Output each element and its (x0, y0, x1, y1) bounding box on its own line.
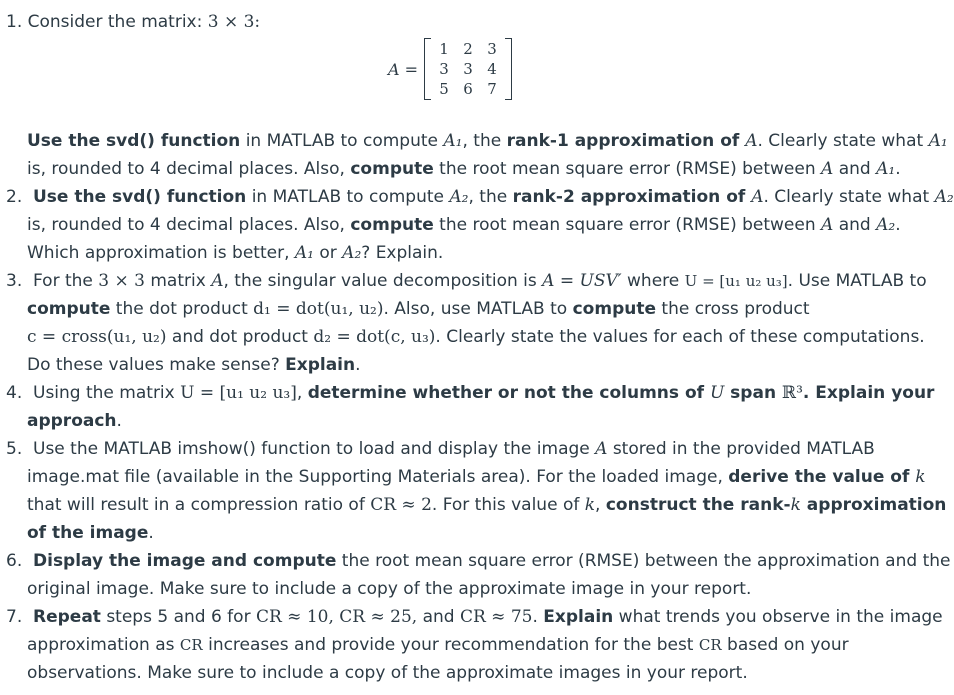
q3-math: 3 × 3 (98, 271, 145, 291)
question-line (0, 267, 927, 295)
q3-math: c = cross(u₁, u₂) (27, 327, 167, 347)
q7-bold: Explain (543, 607, 614, 627)
matrix-cell: 4 (487, 60, 497, 78)
matrix-cell: 1 (439, 40, 449, 58)
question-2 (0, 183, 954, 267)
q5-text: . For this value of (431, 495, 585, 515)
question-line (0, 435, 900, 463)
question-line (0, 631, 900, 659)
question-line (0, 351, 900, 379)
q5-text: image.mat file (available in the Supporting Materials area). For the loaded image, (27, 467, 729, 487)
symbol-a1: A₁ (294, 243, 314, 263)
symbol-a: A (595, 439, 608, 459)
q4-text: Using the matrix (33, 383, 181, 403)
symbol-a1: A₁ (443, 131, 463, 151)
question-line (0, 491, 947, 519)
intro-dims: 3 × 3: (207, 12, 261, 32)
q2-text: Which approximation is better, (27, 243, 295, 263)
q3-text: . Clearly state the values for each of these computations. (435, 327, 925, 347)
q3-text: matrix (144, 271, 212, 291)
q2-text: , the (468, 187, 513, 207)
question-6 (0, 547, 951, 603)
question-number: 3. (6, 271, 23, 291)
q2-text: and (833, 215, 877, 235)
q3-math: d₂ = dot(c, u₃) (313, 327, 436, 347)
question-line (0, 407, 900, 435)
q7-math: CR ≈ 75 (459, 607, 533, 627)
q2-text: . (895, 215, 901, 235)
q3-bold: compute (572, 299, 656, 319)
intro-line (6, 8, 260, 36)
q5-bold: construct the rank- (605, 495, 791, 515)
q2-bold: rank-2 approximation of (512, 187, 752, 207)
q7-text: observations. Make sure to include a copy of the approximate images in your report. (27, 663, 748, 683)
q4-bold: determine whether or not the columns of (307, 383, 710, 403)
intro-text: 1. Consider the matrix: (6, 12, 203, 32)
symbol-a2: A₂ (342, 243, 362, 263)
question-line (0, 295, 900, 323)
q4-bold: span (724, 383, 782, 403)
matrix-label: A = (388, 59, 419, 79)
symbol-a2: A₂ (449, 187, 469, 207)
q1-text: , the (462, 131, 507, 151)
q1-text: the root mean square error (RMSE) between (433, 159, 822, 179)
question-line (0, 155, 900, 183)
q2-text: the root mean square error (RMSE) between (433, 215, 822, 235)
question-3 (0, 267, 927, 379)
symbol-k: k (584, 495, 596, 515)
symbol-k: k (790, 495, 801, 515)
symbol-a1: A₁ (928, 131, 948, 151)
q5-text: that will result in a compression ratio of (27, 495, 371, 515)
question-5 (0, 435, 947, 547)
symbol-a2: A₂ (876, 215, 896, 235)
q1-bold: compute (350, 159, 434, 179)
q3-text: Do these values make sense? (27, 355, 286, 375)
q2-bold: Use the svd() function (33, 187, 247, 207)
symbol-a2: A₂ (934, 187, 954, 207)
q5-text: . (148, 523, 154, 543)
q5-bold: approximation (800, 495, 947, 515)
matrix-cell: 5 (439, 80, 449, 98)
question-line (0, 127, 948, 155)
q6-bold: Display the image and compute (33, 551, 337, 571)
question-line (0, 183, 954, 211)
q3-text: and dot product (166, 327, 314, 347)
symbol-cr: CR (179, 636, 203, 654)
matrix-cell: 3 (463, 60, 473, 78)
q3-math: d₁ = dot(u₁, u₂) (253, 299, 384, 319)
symbol-u: U (709, 383, 725, 403)
q3-text: . (355, 355, 361, 375)
q7-text: increases and provide your recommendation for the best (202, 635, 699, 655)
q3-text: . Also, use MATLAB to (383, 299, 573, 319)
symbol-a: A (745, 131, 758, 151)
q5-math: CR ≈ 2 (370, 495, 432, 515)
question-line (0, 379, 935, 407)
q1-text: in MATLAB to compute (240, 131, 444, 151)
q3-text: For the (33, 271, 99, 291)
q3-text: the cross product (656, 299, 810, 319)
q7-text: what trends you observe in the image (613, 607, 943, 627)
matrix-cell: 7 (487, 80, 497, 98)
q2-text: in MATLAB to compute (246, 187, 450, 207)
q1-text: . (895, 159, 901, 179)
question-line (0, 519, 900, 547)
q1-text: . Clearly state what (757, 131, 929, 151)
matrix-right-bracket (505, 38, 512, 100)
question-4 (0, 379, 935, 435)
symbol-a: A (821, 215, 834, 235)
q7-text: based on your (721, 635, 849, 655)
symbol-a: A (211, 271, 224, 291)
question-number: 7. (6, 607, 23, 627)
q3-bold: Explain (285, 355, 356, 375)
q1-text: is, rounded to 4 decimal places. Also, (27, 159, 351, 179)
matrix-cell: 2 (463, 40, 473, 58)
q2-text: . Clearly state what (763, 187, 935, 207)
q5-text: Use the MATLAB imshow() function to load and display the image (33, 439, 596, 459)
q7-text: . (532, 607, 544, 627)
question-line (0, 603, 943, 631)
q3-text: , the singular value decomposition is (223, 271, 543, 291)
q3-text: . Use MATLAB to (787, 271, 927, 291)
matrix-cell: 3 (487, 40, 497, 58)
matrix-display (388, 38, 512, 100)
q2-text: ? Explain. (361, 243, 444, 263)
q2-text: or (313, 243, 343, 263)
q5-text: , (595, 495, 606, 515)
q3-math: A = USV′ (542, 271, 622, 291)
question-line (0, 547, 951, 575)
matrix-cell: 6 (463, 80, 473, 98)
matrix-left-bracket (424, 38, 431, 100)
q2-bold: compute (350, 215, 434, 235)
q3-text: where (621, 271, 685, 291)
question-line (0, 211, 900, 239)
q4-text: , (296, 383, 308, 403)
q4-bold: approach (27, 411, 117, 431)
question-line (0, 463, 926, 491)
q7-text: steps 5 and 6 for (100, 607, 256, 627)
question-line (0, 239, 900, 267)
q4-bold: . Explain your (802, 383, 935, 403)
q5-bold: derive the value of (728, 467, 916, 487)
symbol-a1: A₁ (876, 159, 896, 179)
q5-text: stored in the provided MATLAB (607, 439, 875, 459)
symbol-a: A (751, 187, 764, 207)
q6-text: the root mean square error (RMSE) between the approximation and the (336, 551, 951, 571)
q5-bold: of the image (27, 523, 149, 543)
question-number: 4. (6, 383, 23, 403)
q7-text: approximation as (27, 635, 180, 655)
matrix-grid (431, 39, 505, 99)
question-line (0, 323, 925, 351)
q7-bold: Repeat (33, 607, 101, 627)
symbol-k: k (915, 467, 926, 487)
q6-text: original image. Make sure to include a copy of the approximate image in your report. (27, 579, 752, 599)
question-1 (0, 127, 948, 183)
q3-bold: compute (27, 299, 111, 319)
q7-math: CR ≈ 10, CR ≈ 25, (255, 607, 418, 627)
q1-bold: rank-1 approximation of (506, 131, 746, 151)
symbol-cr: CR (698, 636, 722, 654)
question-line (0, 659, 900, 687)
q1-bold: Use the svd() function (27, 131, 241, 151)
symbol-r3: ℝ³ (781, 383, 803, 403)
symbol-a: A (821, 159, 834, 179)
q3-text: the dot product (110, 299, 254, 319)
q2-text: is, rounded to 4 decimal places. Also, (27, 215, 351, 235)
q4-math: U = [u₁ u₂ u₃] (180, 383, 297, 403)
q1-text: and (833, 159, 877, 179)
question-number: 2. (6, 187, 23, 207)
question-number: 5. (6, 439, 23, 459)
question-line (0, 575, 900, 603)
q7-text: and (417, 607, 460, 627)
matrix-cell: 3 (439, 60, 449, 78)
q3-math: U = [u₁ u₂ u₃] (684, 272, 788, 290)
question-number: 6. (6, 551, 23, 571)
question-7 (0, 603, 943, 687)
q4-text: . (116, 411, 122, 431)
